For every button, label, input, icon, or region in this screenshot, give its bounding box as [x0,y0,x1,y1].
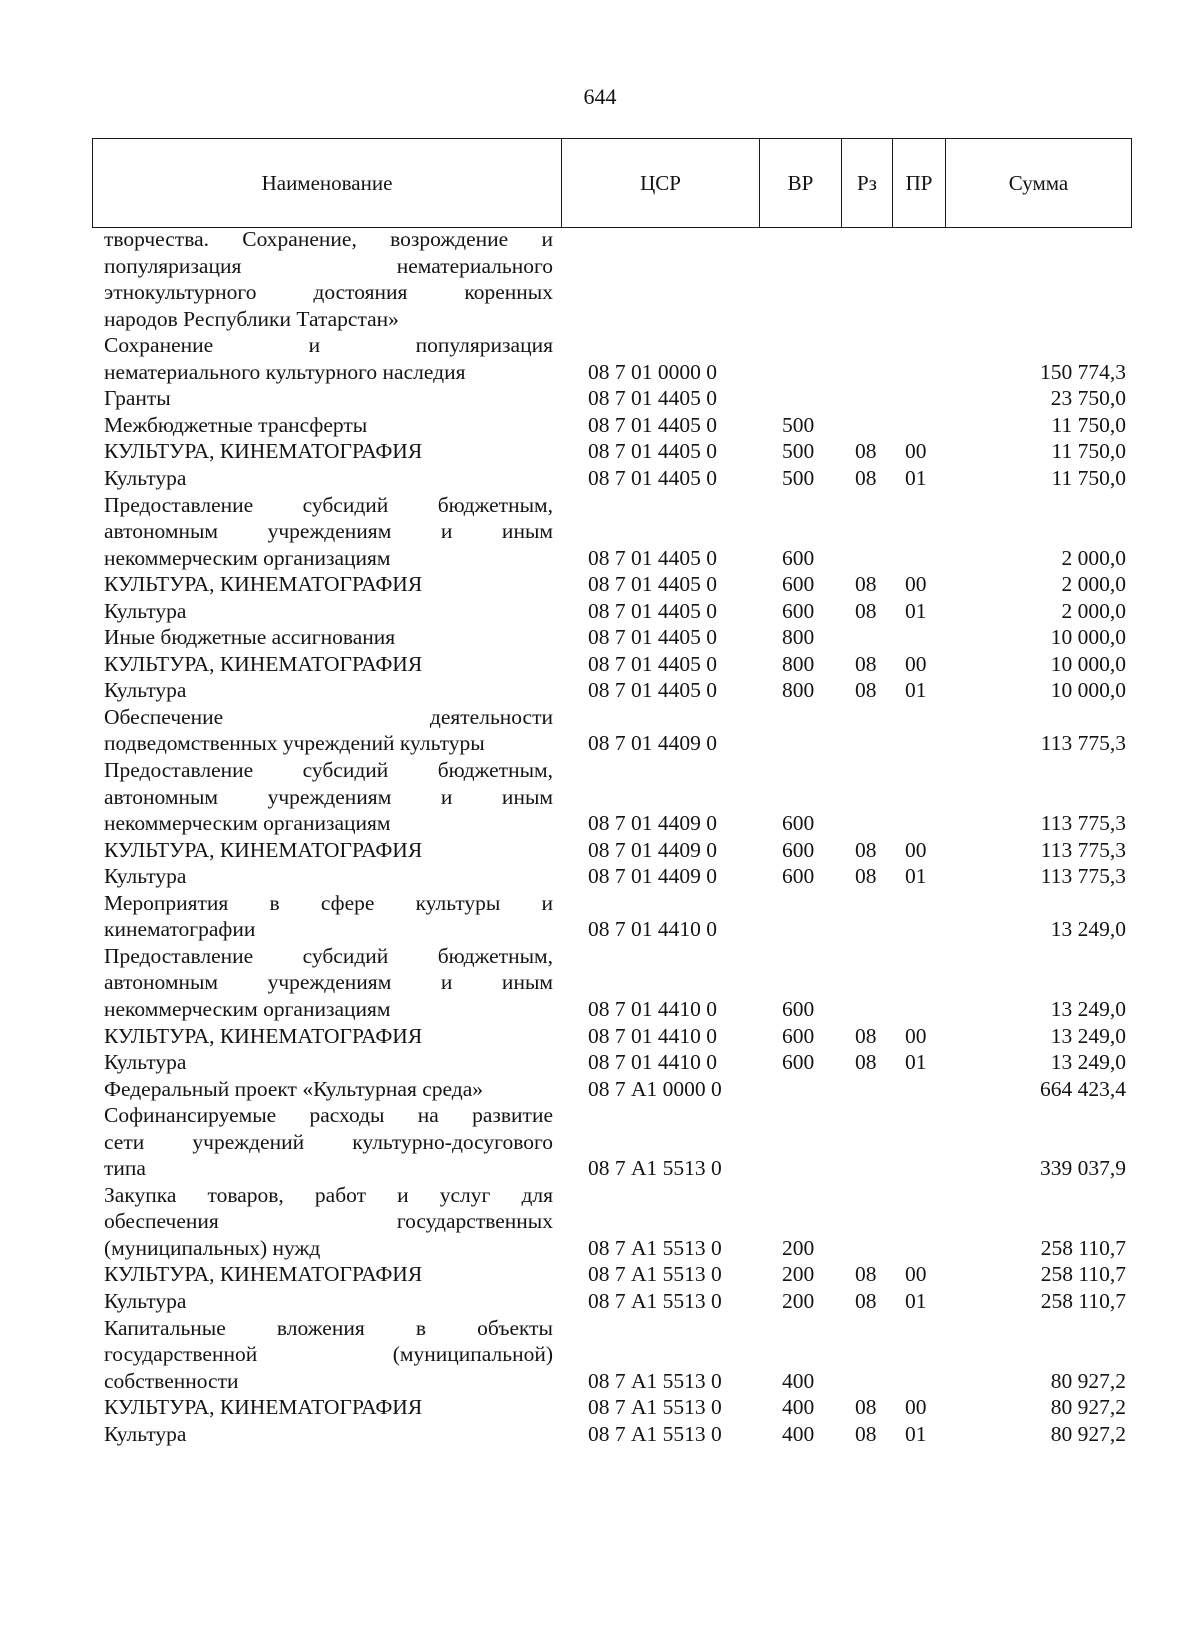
table-row [0,677,1200,704]
row-pr: 00 [905,1395,927,1420]
row-rz: 08 [855,439,877,464]
row-vr: 800 [782,651,815,676]
row-csr: 08 7 А1 5513 0 [588,1421,722,1446]
row-csr: 08 7 А1 5513 0 [588,1368,722,1393]
table-row [0,571,1200,598]
table-row [0,1235,1200,1262]
row-sum: 80 927,2 [1050,1395,1126,1420]
row-name: нематериального культурного наследия [104,359,466,384]
table-row [0,438,1200,465]
row-csr: 08 7 А1 5513 0 [588,1235,722,1260]
row-name: Гранты [104,386,171,411]
row-name: подведомственных учреждений культуры [104,731,485,756]
table-row [0,651,1200,678]
row-csr: 08 7 01 4410 0 [588,1023,717,1048]
row-vr: 400 [782,1395,815,1420]
row-sum: 13 249,0 [1050,917,1126,942]
row-rz: 08 [855,864,877,889]
table-row [0,385,1200,412]
row-name: Мероприятия в сфере культуры и [104,890,553,915]
row-pr: 01 [905,598,927,623]
row-csr: 08 7 01 4405 0 [588,386,717,411]
row-vr: 600 [782,1050,815,1075]
row-vr: 500 [782,412,815,437]
row-pr: 01 [905,678,927,703]
table-row [0,730,1200,757]
row-pr: 01 [905,1421,927,1446]
table-row [0,518,1200,545]
page-number: 644 [583,84,617,109]
row-pr: 01 [905,465,927,490]
table-row [0,837,1200,864]
row-sum: 113 775,3 [1040,731,1126,756]
table-row [0,1182,1200,1209]
row-name: популяризация нематериального [104,253,553,278]
row-name: автономным учреждениям и иным [104,784,553,809]
row-rz: 08 [855,465,877,490]
row-name: кинематографии [104,917,256,942]
row-csr: 08 7 01 4410 0 [588,996,717,1021]
row-name: творчества. Сохранение, возрождение и [104,227,553,251]
row-sum: 11 750,0 [1051,465,1126,490]
row-name: Сохранение и популяризация [104,333,553,358]
header-csr: ЦСР [562,139,760,227]
header-rz: Рз [842,139,893,227]
row-name: этнокультурного достояния коренных [104,280,553,305]
table-row [0,332,1200,359]
table-row [0,1102,1200,1129]
table-row [0,1288,1200,1315]
row-csr: 08 7 01 4410 0 [588,1050,717,1075]
row-sum: 113 775,3 [1040,811,1126,836]
row-sum: 2 000,0 [1061,572,1126,597]
row-name: Культура [104,1050,187,1075]
row-vr: 500 [782,465,815,490]
row-name: Культура [104,678,187,703]
row-sum: 13 249,0 [1050,1050,1126,1075]
row-name: КУЛЬТУРА, КИНЕМАТОГРАФИЯ [104,1262,423,1287]
row-csr: 08 7 01 4405 0 [588,545,717,570]
row-sum: 113 775,3 [1040,864,1126,889]
row-name: Предоставление субсидий бюджетным, [104,943,553,968]
table-row [0,465,1200,492]
table-row [0,890,1200,917]
table-row [0,1315,1200,1342]
table-row [0,412,1200,439]
row-vr: 600 [782,996,815,1021]
row-name: некоммерческим организациям [104,811,391,836]
header-pr: ПР [893,139,946,227]
row-name: КУЛЬТУРА, КИНЕМАТОГРАФИЯ [104,1023,423,1048]
row-sum: 113 775,3 [1040,837,1126,862]
row-sum: 80 927,2 [1050,1421,1126,1446]
row-csr: 08 7 01 4405 0 [588,598,717,623]
table-row [0,1208,1200,1235]
row-sum: 23 750,0 [1050,386,1126,411]
table-row [0,916,1200,943]
row-rz: 08 [855,1289,877,1313]
row-sum: 150 774,3 [1040,359,1126,384]
table-row [0,784,1200,811]
row-name: КУЛЬТУРА, КИНЕМАТОГРАФИЯ [104,651,423,676]
row-name: автономным учреждениям и иным [104,970,553,995]
row-name: (муниципальных) нужд [104,1235,321,1260]
row-name: автономным учреждениям и иным [104,519,553,544]
row-name: Иные бюджетные ассигнования [104,625,396,650]
row-vr: 400 [782,1421,815,1446]
row-csr: 08 7 А1 5513 0 [588,1156,722,1181]
row-rz: 08 [855,598,877,623]
row-vr: 400 [782,1368,815,1393]
row-rz: 08 [855,1395,877,1420]
table-row [0,810,1200,837]
row-vr: 600 [782,545,815,570]
row-sum: 10 000,0 [1050,651,1126,676]
row-pr: 00 [905,1023,927,1048]
table-row [0,624,1200,651]
row-sum: 10 000,0 [1050,678,1126,703]
row-vr: 600 [782,811,815,836]
row-name: сети учреждений культурно-досугового [104,1129,553,1154]
row-name: Закупка товаров, работ и услуг для [104,1182,553,1207]
row-pr: 00 [905,837,927,862]
table-row [0,943,1200,970]
row-csr: 08 7 01 4405 0 [588,572,717,597]
row-rz: 08 [855,1421,877,1446]
row-sum: 11 750,0 [1051,439,1126,464]
row-rz: 08 [855,572,877,597]
row-vr: 200 [782,1289,815,1313]
row-vr: 200 [782,1235,815,1260]
row-name: Культура [104,465,187,490]
table-row [0,253,1200,280]
row-csr: 08 7 01 4409 0 [588,731,717,756]
row-csr: 08 7 01 4405 0 [588,678,717,703]
row-name: КУЛЬТУРА, КИНЕМАТОГРАФИЯ [104,837,423,862]
row-pr: 01 [905,1050,927,1075]
row-vr: 600 [782,598,815,623]
table-row [0,757,1200,784]
row-name: КУЛЬТУРА, КИНЕМАТОГРАФИЯ [104,439,423,464]
row-name: Софинансируемые расходы на развитие [104,1103,553,1128]
row-name: народов Республики Татарстан» [104,306,399,331]
table-row [0,1155,1200,1182]
table-row [0,306,1200,333]
row-name: государственной (муниципальной) [104,1342,553,1367]
row-csr: 08 7 01 4409 0 [588,837,717,862]
table-row [0,492,1200,519]
row-csr: 08 7 01 4405 0 [588,439,717,464]
row-pr: 00 [905,651,927,676]
row-name: Культура [104,598,187,623]
row-csr: 08 7 01 4405 0 [588,651,717,676]
table-row [0,598,1200,625]
table-row [0,863,1200,890]
header-sum: Сумма [1008,170,1069,195]
row-pr: 00 [905,439,927,464]
row-name: Межбюджетные трансферты [104,412,368,437]
row-sum: 664 423,4 [1040,1076,1126,1101]
row-csr: 08 7 А1 5513 0 [588,1395,722,1420]
row-name: некоммерческим организациям [104,545,391,570]
row-sum: 11 750,0 [1051,412,1126,437]
row-rz: 08 [855,651,877,676]
row-name: Культура [104,864,187,889]
row-rz: 08 [855,1262,877,1287]
row-csr: 08 7 01 4409 0 [588,864,717,889]
header-name: Наименование [93,139,562,227]
row-name: типа [104,1156,146,1181]
row-sum: 13 249,0 [1050,1023,1126,1048]
row-name: некоммерческим организациям [104,996,391,1021]
header-vr: ВР [760,139,842,227]
row-name: собственности [104,1368,239,1393]
row-pr: 01 [905,1289,927,1313]
table-row [0,1129,1200,1156]
row-pr: 01 [905,864,927,889]
table-row [0,996,1200,1023]
row-vr: 600 [782,864,815,889]
row-pr: 00 [905,572,927,597]
table-row [0,279,1200,306]
row-rz: 08 [855,1050,877,1075]
row-name: Предоставление субсидий бюджетным, [104,758,553,782]
table-row [0,1341,1200,1368]
row-csr: 08 7 01 0000 0 [588,359,717,384]
row-name: Обеспечение деятельности [104,704,553,729]
row-name: КУЛЬТУРА, КИНЕМАТОГРАФИЯ [104,1395,423,1420]
row-sum: 258 110,7 [1040,1262,1126,1287]
table-row [0,1421,1200,1448]
row-vr: 600 [782,837,815,862]
row-name: Культура [104,1289,187,1313]
table-row [0,704,1200,731]
row-name: Федеральный проект «Культурная среда» [104,1076,484,1101]
row-sum: 258 110,7 [1040,1289,1126,1313]
row-rz: 08 [855,837,877,862]
row-name: Культура [104,1421,187,1446]
row-vr: 200 [782,1262,815,1287]
row-vr: 600 [782,572,815,597]
row-vr: 500 [782,439,815,464]
row-sum: 258 110,7 [1040,1235,1126,1260]
row-csr: 08 7 А1 0000 0 [588,1076,722,1101]
row-pr: 00 [905,1262,927,1287]
row-csr: 08 7 01 4409 0 [588,811,717,836]
row-vr: 800 [782,625,815,650]
table-row [0,1076,1200,1103]
row-name: Капитальные вложения в объекты [104,1315,553,1340]
table-row [0,1261,1200,1288]
row-sum: 10 000,0 [1050,625,1126,650]
row-rz: 08 [855,1023,877,1048]
table-row [0,226,1200,253]
table-row [0,545,1200,572]
row-csr: 08 7 01 4405 0 [588,625,717,650]
row-sum: 2 000,0 [1061,598,1126,623]
table-row [0,359,1200,386]
row-csr: 08 7 01 4405 0 [588,412,717,437]
row-vr: 800 [782,678,815,703]
row-name: КУЛЬТУРА, КИНЕМАТОГРАФИЯ [104,572,423,597]
table-row [0,969,1200,996]
row-vr: 600 [782,1023,815,1048]
table-row [0,1049,1200,1076]
row-rz: 08 [855,678,877,703]
table-row [0,1368,1200,1395]
row-sum: 2 000,0 [1061,545,1126,570]
row-csr: 08 7 А1 5513 0 [588,1289,722,1313]
row-sum: 339 037,9 [1040,1156,1126,1181]
row-csr: 08 7 01 4405 0 [588,465,717,490]
row-sum: 13 249,0 [1050,996,1126,1021]
table-row [0,1023,1200,1050]
row-sum: 80 927,2 [1050,1368,1126,1393]
row-name: Предоставление субсидий бюджетным, [104,492,553,517]
row-csr: 08 7 01 4410 0 [588,917,717,942]
row-csr: 08 7 А1 5513 0 [588,1262,722,1287]
table-row [0,1394,1200,1421]
row-name: обеспечения государственных [104,1209,553,1234]
